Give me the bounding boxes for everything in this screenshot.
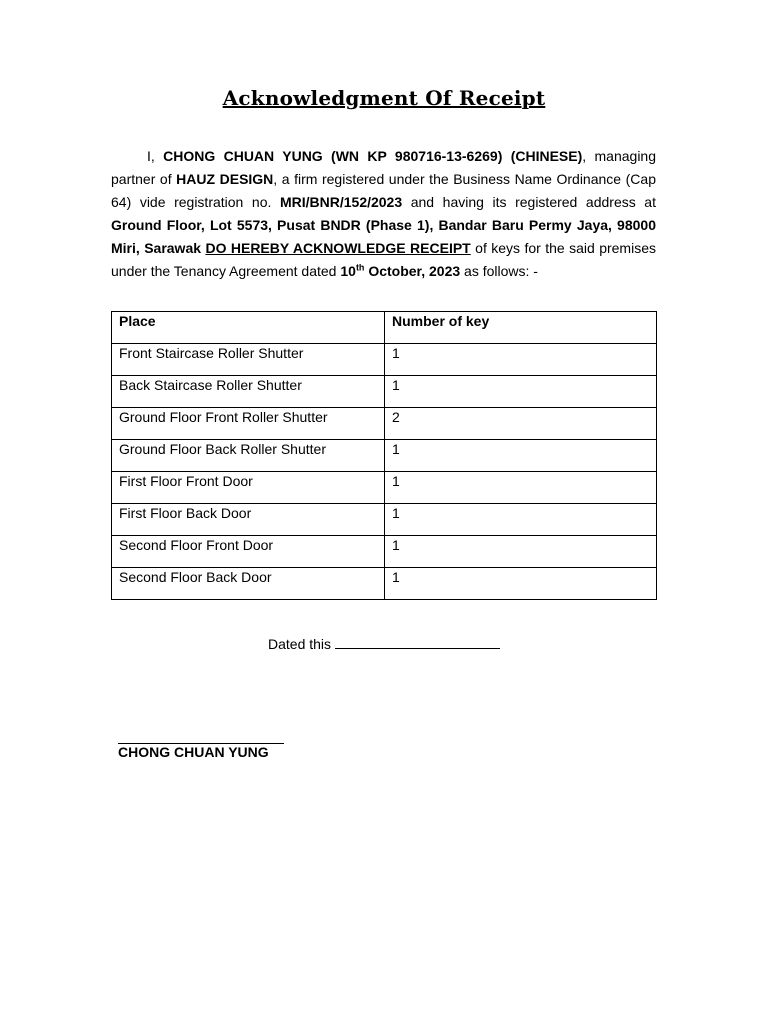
dated-label: Dated this (268, 636, 332, 652)
table-row (112, 440, 657, 472)
table-row (112, 408, 657, 440)
registration-number: MRI/BNR/152/2023 (279, 194, 403, 210)
acknowledge-clause: DO HEREBY ACKNOWLEDGE RECEIPT (205, 240, 471, 256)
key-count-cell: 1 (385, 440, 657, 472)
header-place: Place (112, 312, 385, 344)
document-title: Acknowledgment Of Receipt (222, 86, 546, 110)
text-segment: , managing partner of (111, 148, 656, 187)
text-segment: of keys for the said premises under the Tenancy Agreement dated (111, 240, 656, 279)
key-count-cell: 2 (385, 408, 657, 440)
place-cell: Second Floor Back Door (112, 568, 385, 600)
text-segment: , a firm registered under the Business Name Ordinance (Cap 64) vide registration no. (111, 171, 656, 210)
text-segment: as follows: - (460, 263, 538, 279)
table-row (112, 344, 657, 376)
place-cell: Back Staircase Roller Shutter (112, 376, 385, 408)
date-suffix: th (355, 262, 365, 273)
acknowledgment-paragraph (111, 145, 656, 283)
declarant-name: CHONG CHUAN YUNG (WN KP 980716-13-6269) (CHINESE) (163, 148, 583, 164)
table-row (112, 536, 657, 568)
place-cell: First Floor Back Door (112, 504, 385, 536)
place-cell: Second Floor Front Door (112, 536, 385, 568)
key-count-cell: 1 (385, 536, 657, 568)
table-header-row (112, 312, 657, 344)
key-count-cell: 1 (385, 472, 657, 504)
dated-line (268, 636, 500, 652)
key-count-cell: 1 (385, 568, 657, 600)
text-intro: I, (147, 148, 164, 164)
key-count-cell: 1 (385, 376, 657, 408)
keys-table (111, 311, 657, 600)
table-row (112, 472, 657, 504)
signatory-name: CHONG CHUAN YUNG (118, 744, 269, 760)
text-segment: and having its registered address at (402, 194, 656, 210)
table-row (112, 376, 657, 408)
date-day: 10 (340, 263, 356, 279)
key-count-cell: 1 (385, 344, 657, 376)
header-number-of-key: Number of key (385, 312, 657, 344)
key-count-cell: 1 (385, 504, 657, 536)
agreement-date (340, 263, 460, 279)
table-row (112, 568, 657, 600)
table-row (112, 504, 657, 536)
place-cell: Ground Floor Front Roller Shutter (112, 408, 385, 440)
place-cell: Front Staircase Roller Shutter (112, 344, 385, 376)
date-month-year: October, 2023 (364, 263, 461, 279)
firm-name: HAUZ DESIGN (176, 171, 274, 187)
date-blank-line (335, 636, 500, 649)
place-cell: Ground Floor Back Roller Shutter (112, 440, 385, 472)
place-cell: First Floor Front Door (112, 472, 385, 504)
registered-address: Ground Floor, Lot 5573, Pusat BNDR (Phase 1), Bandar Baru Permy Jaya, 98000 Miri, Sarawak (111, 217, 656, 256)
